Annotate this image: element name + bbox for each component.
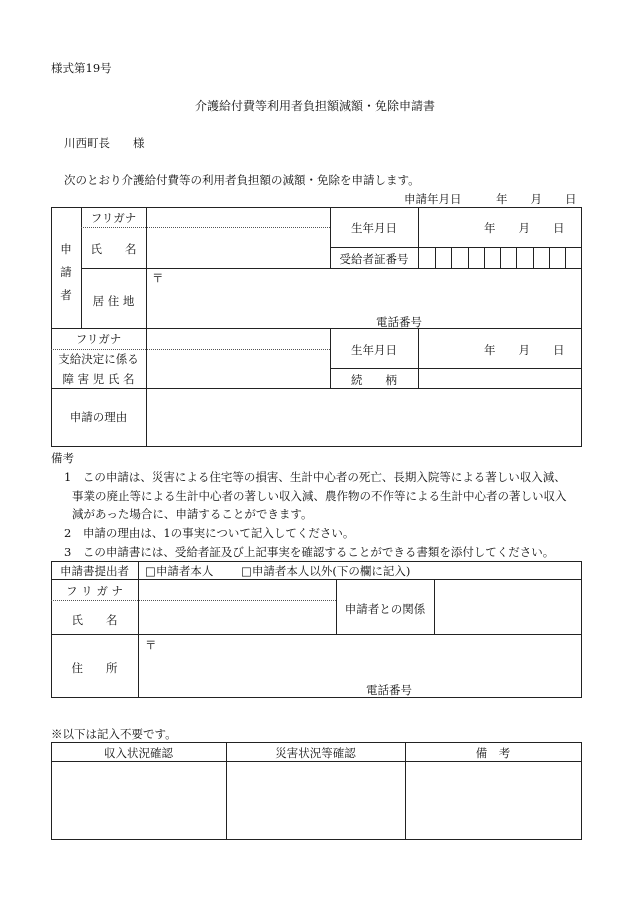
applicant-name-field[interactable] [147, 229, 329, 267]
applicant-phone-label: 電話番号 [376, 315, 422, 329]
applicant-address-label: 居 住 地 [92, 294, 135, 308]
note-2: 2 申請の理由は、1の事実について記入してください。 [64, 526, 355, 540]
note-1: 1 この申請は、災害による住宅等の損害、生計中心者の死亡、長期入院等による著しい収入減、 [64, 470, 566, 484]
submitter-relation-field[interactable] [436, 581, 580, 633]
notes-title: 備考 [51, 451, 74, 465]
page-title: 介護給付費等利用者負担額減額・免除申請書 [194, 99, 435, 113]
submitter-phone-label: 電話番号 [366, 683, 412, 697]
intro-text: 次のとおり介護給付費等の利用者負担額の減額・免除を申請します。 [64, 173, 420, 187]
form-number: 様式第19号 [51, 61, 112, 75]
submitter-relation-label: 申請者との関係 [344, 602, 426, 616]
submitter-name-label: 氏 名 [71, 613, 118, 627]
office-use-note: ※以下は記入不要です。 [51, 727, 177, 741]
reason-label: 申請の理由 [69, 410, 128, 424]
option-applicant-other[interactable]: □申請者本人以外(下の欄に記入) [241, 564, 411, 578]
option-applicant-self[interactable]: □申請者本人 [145, 564, 214, 578]
header-disaster-check: 災害状況等確認 [275, 746, 356, 760]
header-remarks: 備 考 [475, 746, 511, 760]
submitter-furigana-label: フ リ ガ ナ [66, 584, 123, 598]
submitter-address-label: 住 所 [71, 661, 118, 675]
child-birth-label: 生年月日 [351, 343, 397, 357]
application-date: 申請年月日 年 月 日 [404, 192, 577, 206]
submitter-furigana-field[interactable] [140, 582, 334, 598]
child-furigana-label: フリガナ [75, 332, 122, 346]
submitter-postal-mark: 〒 [145, 638, 157, 652]
child-name-label-1: 支給決定に係る [58, 352, 139, 366]
submitter-name-field[interactable] [140, 603, 334, 633]
submitter-address-field[interactable] [145, 651, 577, 677]
applicant-birth-label: 生年月日 [351, 221, 397, 235]
child-relation-label: 続 柄 [351, 373, 397, 387]
applicant-cert-label: 受給者証番号 [339, 252, 409, 266]
child-name-label-2: 障 害 児 氏 名 [62, 372, 135, 386]
header-income-check: 収入状況確認 [104, 746, 173, 760]
applicant-postal-mark: 〒 [152, 271, 164, 285]
note-1-cont-2: 減があった場合に、申請することができます。 [72, 507, 313, 521]
applicant-birth-ymd[interactable]: 年 月 日 [484, 221, 565, 235]
child-furigana-field[interactable] [147, 331, 329, 347]
reason-field[interactable] [148, 390, 580, 445]
applicant-furigana-label: フリガナ [90, 211, 137, 225]
child-name-field[interactable] [147, 351, 329, 387]
addressee: 川西町長 様 [64, 136, 145, 150]
applicant-address-field[interactable] [152, 283, 577, 311]
child-relation-field[interactable] [420, 370, 580, 387]
note-3: 3 この申請書には、受給者証及び上記事実を確認することができる書類を添付してください。 [64, 545, 555, 559]
child-birth-ymd[interactable]: 年 月 日 [484, 343, 565, 357]
submitter-label: 申請書提出者 [60, 564, 129, 578]
applicant-name-label: 氏 名 [90, 242, 137, 256]
applicant-furigana-field[interactable] [147, 211, 329, 226]
applicant-side-label: 申 請 者 [60, 242, 72, 302]
note-1-cont-1: 事業の廃止等による生計中心者の著しい収入減、農作物の不作等による生計中心者の著しい収入 [72, 489, 567, 503]
